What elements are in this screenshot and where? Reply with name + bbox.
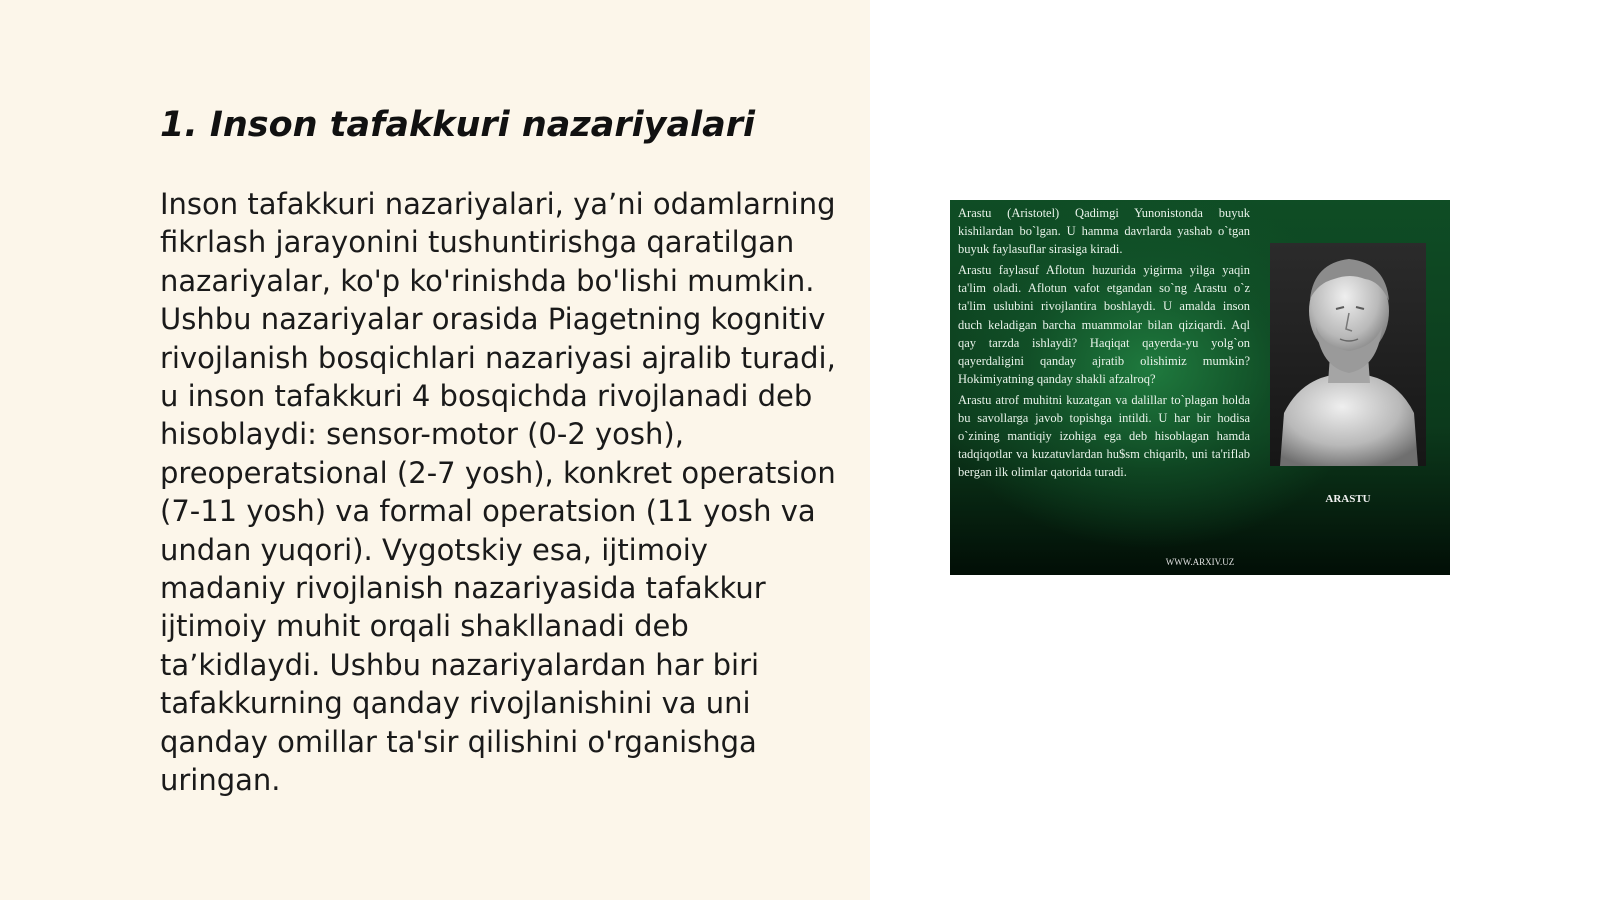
slide-body-text: Inson tafakkuri nazariyalari, ya’ni odamlarning fikrlash jarayonini tushuntirishga qaratilgan nazariyalar, ko'p ko'rinishda bo'lishi mumkin. Ushbu nazariyalar orasida Piagetning kognitiv rivojlanish bosqichlari nazariyasi ajralib turadi, u inson tafakkuri 4 bosqichda rivojlanadi deb hisoblaydi: sensor-motor (0-2 yosh), preoperatsional (2-7 yosh), konkret operatsion (7-11 yosh) va formal operatsion (11 yosh va undan yuqori). Vygotskiy esa, ijtimoiy madaniy rivojlanish nazariyasida tafakkur ijtimoiy muhit orqali shakllanadi deb ta’kidlaydi. Ushbu nazariyalardan har biri tafakkurning qanday rivojlanishini va uni qanday omillar ta'sir qilishini o'rganishga uringan.	[160, 187, 836, 798]
figure-paragraph: Arastu faylasuf Aflotun huzurida yigirma yilga yaqin ta'lim oladi. Aflotun vafot etgandan so`ng Arastu o`z ta'lim uslubini rivojlantira boshlaydi. U amalda inson duch keladigan barcha muammolar bilan qiziqardi. Aql qay tarzda ishlaydi? Haqiqat qayerda-yu yolg`on qayerdaligini qanday ajratib olishimiz mumkin? Hokimiyatning qanday shakli afzalroq?	[958, 263, 1250, 386]
figure-paragraph: Arastu atrof muhitni kuzatgan va dalillar to`plagan holda bu savollarga javob topishga intildi. U har bir hodisa o`zining mantiqiy izohiga ega deb hisoblagan hamda tadqiqotlar va kuzatuvlardan hu$sm chiqarib, uni ta'riflab bergan ilk olimlar qatorida turadi.	[958, 392, 1250, 480]
slide-title: 1. Inson tafakkuri nazariyalari	[160, 105, 755, 145]
figure-text	[958, 204, 1250, 484]
aristotle-info-image	[950, 200, 1450, 575]
figure-footer-url: WWW.ARXIV.UZ	[1165, 557, 1235, 567]
aristotle-bust-icon	[1270, 243, 1426, 466]
portrait-caption: ARASTU	[1325, 493, 1371, 505]
figure-paragraph: Arastu (Aristotel) Qadimgi Yunonistonda buyuk kishilardan bo`lgan. U hamma davrlarda yashab o`tgan buyuk faylasuflar sirasiga kiradi.	[958, 206, 1250, 257]
